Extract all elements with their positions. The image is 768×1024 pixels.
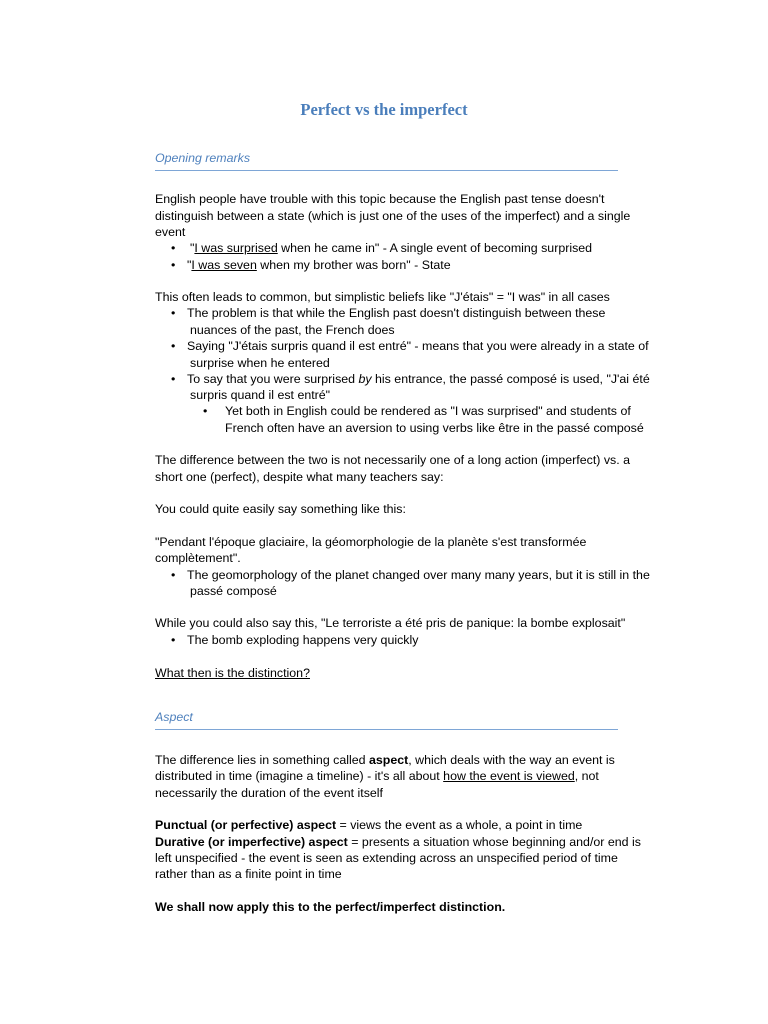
list-item-text: when my brother was born" - State bbox=[256, 258, 451, 272]
italic-word: by bbox=[358, 372, 372, 386]
paragraph-line: This often leads to common, but simplistic beliefs like "J'étais" = "I was" in all cases bbox=[155, 290, 610, 304]
text-run: , not bbox=[574, 769, 599, 783]
paragraph-line: The difference between the two is not necessarily one of a long action (imperfect) vs. a bbox=[155, 453, 631, 467]
bullet-icon: • bbox=[171, 258, 176, 272]
list-item-continuation: nuances of the past, the French does bbox=[190, 323, 395, 337]
list-item-continuation: passé composé bbox=[190, 584, 277, 598]
text-run: = presents a situation whose beginning and/or end is bbox=[347, 835, 641, 849]
paragraph-line: While you could also say this, "Le terroriste a été pris de panique: la bombe explosait" bbox=[155, 616, 626, 630]
underlined-phrase: how the event is viewed bbox=[443, 769, 575, 783]
bullet-icon: • bbox=[203, 404, 208, 418]
list-item-continuation: surprise when he entered bbox=[190, 356, 330, 370]
text-run: = views the event as a whole, a point in time bbox=[336, 818, 583, 832]
bold-term: aspect bbox=[368, 753, 409, 767]
paragraph-line: You could quite easily say something like this: bbox=[155, 502, 406, 516]
text-run: distributed in time (imagine a timeline) - it's all about bbox=[155, 769, 444, 783]
section-heading-opening-remarks: Opening remarks bbox=[155, 151, 618, 171]
conclusion-line: We shall now apply this to the perfect/imperfect distinction. bbox=[155, 900, 506, 914]
bullet-icon: • bbox=[171, 568, 176, 582]
bullet-icon: • bbox=[171, 633, 176, 647]
nested-list-item-continuation: French often have an aversion to using verbs like être in the passé composé bbox=[225, 421, 644, 435]
paragraph-line: distinguish between a state (which is just one of the uses of the imperfect) and a single bbox=[155, 209, 631, 223]
nested-list-item: Yet both in English could be rendered as "I was surprised" and students of bbox=[225, 404, 631, 418]
underlined-phrase: I was surprised bbox=[194, 241, 278, 255]
list-item bbox=[187, 257, 451, 274]
paragraph-line bbox=[155, 768, 599, 785]
list-item bbox=[187, 371, 650, 388]
bold-term: Punctual (or perfective) aspect bbox=[155, 818, 337, 832]
paragraph-line bbox=[155, 752, 615, 769]
question-line: What then is the distinction? bbox=[155, 666, 310, 680]
bullet-icon: • bbox=[171, 372, 176, 386]
text-run: , which deals with the way an event is bbox=[408, 753, 615, 767]
paragraph-line: short one (perfect), despite what many teachers say: bbox=[155, 470, 444, 484]
quote-line: "Pendant l'époque glaciaire, la géomorphologie de la planète s'est transformée bbox=[155, 535, 587, 549]
bold-term: Durative (or imperfective) aspect bbox=[155, 835, 348, 849]
list-item-continuation: surpris quand il est entré" bbox=[190, 388, 331, 402]
list-item-text: his entrance, the passé composé is used, "J'ai été bbox=[371, 372, 650, 386]
list-item-text: To say that you were surprised bbox=[187, 372, 359, 386]
paragraph-line: event bbox=[155, 225, 186, 239]
definition-line: left unspecified - the event is seen as extending across an unspecified period of time bbox=[155, 851, 618, 865]
list-item: The geomorphology of the planet changed over many many years, but it is still in the bbox=[187, 568, 650, 582]
list-item: The problem is that while the English past doesn't distinguish between these bbox=[187, 306, 606, 320]
list-item: The bomb exploding happens very quickly bbox=[187, 633, 419, 647]
list-item-text: when he came in" - A single event of becoming surprised bbox=[277, 241, 593, 255]
text-run: The difference lies in something called bbox=[155, 753, 369, 767]
definition-line bbox=[155, 817, 582, 834]
section-heading-aspect: Aspect bbox=[155, 710, 618, 730]
bullet-icon: • bbox=[171, 241, 176, 255]
underlined-phrase: I was seven bbox=[191, 258, 257, 272]
definition-line: rather than as a finite point in time bbox=[155, 867, 342, 881]
definition-line bbox=[155, 834, 641, 851]
page-title: Perfect vs the imperfect bbox=[300, 100, 468, 119]
bullet-icon: • bbox=[171, 339, 176, 353]
quote-mark: " bbox=[187, 258, 192, 272]
paragraph-line: necessarily the duration of the event itself bbox=[155, 786, 383, 800]
quote-line: complètement". bbox=[155, 551, 241, 565]
paragraph-line: English people have trouble with this topic because the English past tense doesn't bbox=[155, 192, 605, 206]
bullet-icon: • bbox=[171, 306, 176, 320]
list-item bbox=[190, 240, 592, 257]
quote-mark: " bbox=[190, 241, 195, 255]
list-item: Saying "J'étais surpris quand il est entré" - means that you were already in a state of bbox=[187, 339, 649, 353]
